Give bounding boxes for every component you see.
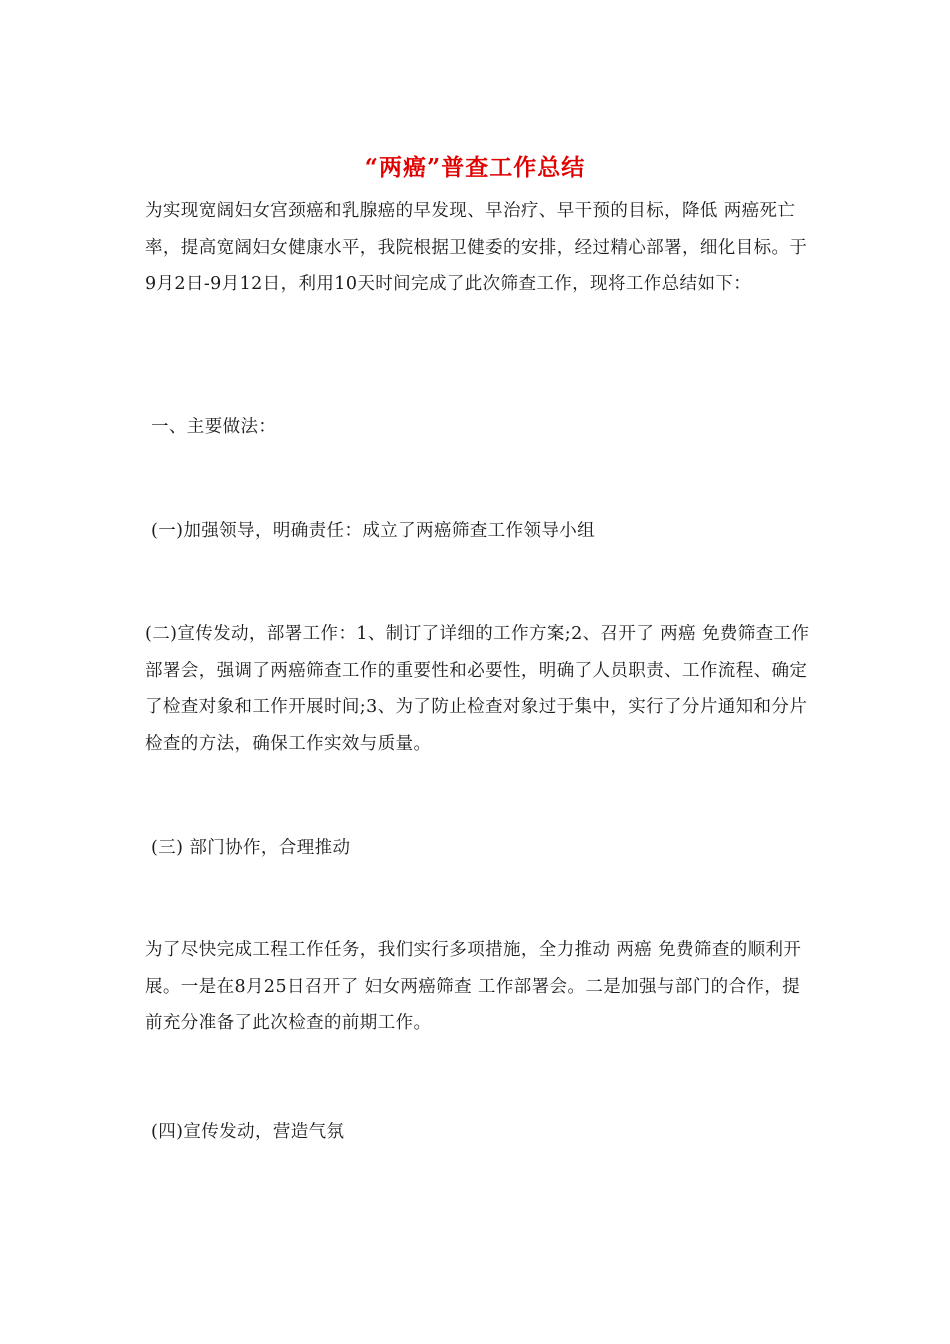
item-3-heading: (三) 部门协作，合理推动	[151, 838, 351, 858]
item-3-body: 为了尽快完成工程工作任务，我们实行多项措施，全力推动 两癌 免费筛查的顺利开展。一是在8月25日召开了 妇女两癌筛查 工作部署会。二是加强与部门的合作，提前充分准备了此次检查的前期工作。	[145, 940, 802, 1033]
document-title: “两癌”普查工作总结	[364, 154, 586, 181]
item-2-publicity-deployment: (二)宣传发动，部署工作：1、制订了详细的工作方案;2、召开了 两癌 免费筛查工作部署会，强调了两癌筛查工作的重要性和必要性，明确了人员职责、工作流程、确定了检查对象和工作开展时间;3、为了防止检查对象过于集中，实行了分片通知和分片检查的方法，确保工作实效与质量。	[145, 624, 810, 754]
item-4-heading: (四)宣传发动，营造气氛	[151, 1122, 345, 1142]
section-heading-main-practices: 一、主要做法：	[151, 417, 277, 437]
item-1-leadership: (一)加强领导，明确责任：成立了两癌筛查工作领导小组	[151, 521, 596, 541]
intro-paragraph: 为实现宽阔妇女宫颈癌和乳腺癌的早发现、早治疗、早干预的目标，降低 两癌死亡率，提高宽阔妇女健康水平，我院根据卫健委的安排，经过精心部署，细化目标。于9月2日-9月12日，利用10天时间完成了此次筛查工作，现将工作总结如下：	[145, 201, 808, 294]
